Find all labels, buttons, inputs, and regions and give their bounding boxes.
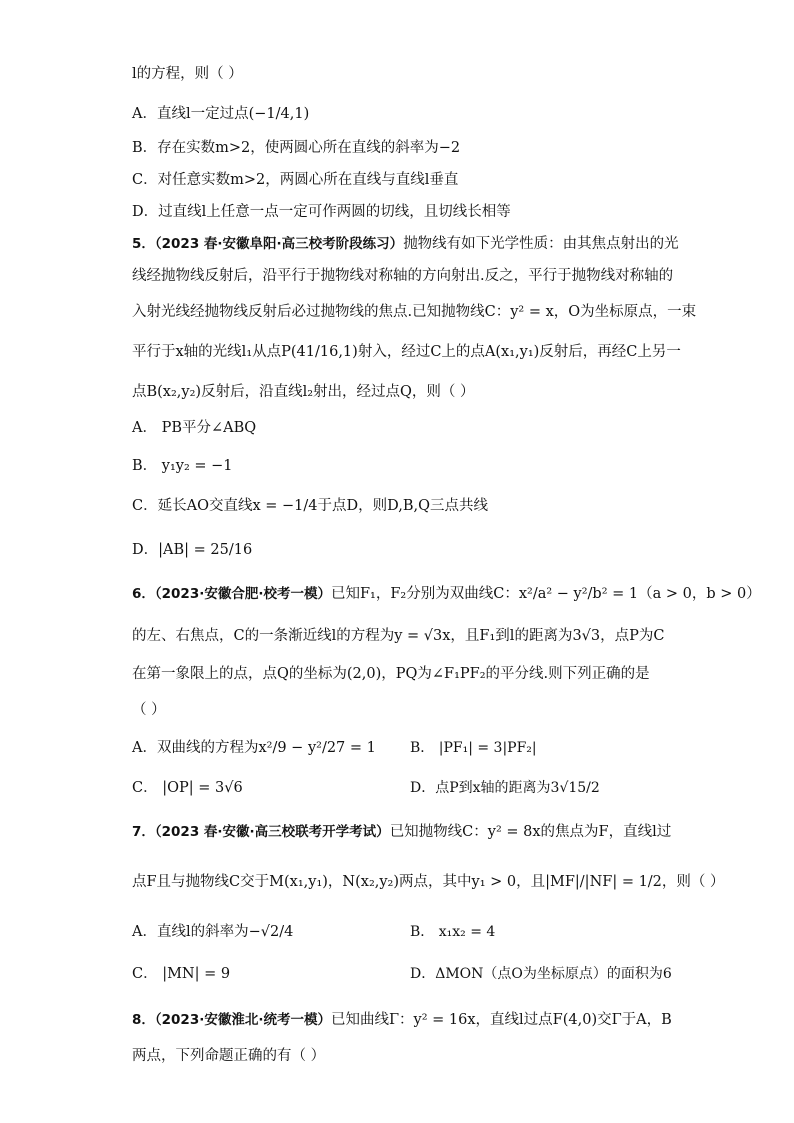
q6-option-a: A．双曲线的方程为x²/9 − y²/27 = 1 <box>132 740 376 756</box>
q5-line4: 平行于x轴的光线l₁从点P(41/16,1)射入，经过C上的点A(x₁,y₁)反射后，再经C上另一 <box>132 344 681 360</box>
q5-option-b: B． y₁y₂ = −1 <box>132 458 233 474</box>
q8-line2: 两点，下列命题正确的有（ ） <box>132 1048 326 1064</box>
q5-line2: 线经抛物线反射后，沿平行于抛物线对称轴的方向射出.反之，平行于抛物线对称轴的 <box>132 268 674 284</box>
q8-text1: 已知曲线Γ：y² = 16x，直线l过点F(4,0)交Γ于A，B <box>330 1012 672 1028</box>
q5-line5: 点B(x₂,y₂)反射后，沿直线l₂射出，经过点Q，则（ ） <box>132 384 475 400</box>
q5-option-c: C．延长AO交直线x = −1/4于点D，则D,B,Q三点共线 <box>132 498 488 514</box>
q8-source: 8．（2023·安徽淮北·统考一模） <box>132 1012 331 1028</box>
q4-option-d: D．过直线l上任意一点一定可作两圆的切线，且切线长相等 <box>132 204 511 220</box>
q5-line3: 入射光线经抛物线反射后必过抛物线的焦点.已知抛物线C：y² = x，O为坐标原点，一束 <box>132 304 697 320</box>
q6-line1 <box>132 584 761 604</box>
q8-line1 <box>132 1010 672 1030</box>
q6-line4: （ ） <box>132 702 166 718</box>
q6-option-b: B． |PF₁| = 3|PF₂| <box>410 740 537 756</box>
q5-text1: 抛物线有如下光学性质：由其焦点射出的光 <box>403 236 679 252</box>
q4-option-c: C．对任意实数m>2，两圆心所在直线与直线l垂直 <box>132 172 459 188</box>
q5-line1 <box>132 234 679 254</box>
q7-option-d: D．ΔMON（点O为坐标原点）的面积为6 <box>410 966 672 982</box>
q5-source: 5．（2023 春·安徽阜阳·高三校考阶段练习） <box>132 236 404 252</box>
q7-source: 7．（2023 春·安徽·高三校联考开学考试） <box>132 824 390 840</box>
q6-source: 6．（2023·安徽合肥·校考一模） <box>132 586 331 602</box>
q7-line1 <box>132 822 671 842</box>
q7-line2: 点F且与抛物线C交于M(x₁,y₁)，N(x₂,y₂)两点，其中y₁ > 0，且|MF|/|NF| = 1/2，则（ ） <box>132 874 725 890</box>
q6-option-d: D．点P到x轴的距离为3√15/2 <box>410 780 600 796</box>
q6-line2: 的左、右焦点，C的一条渐近线l的方程为y = √3x，且F₁到l的距离为3√3，点P为C <box>132 628 665 644</box>
q7-option-b: B． x₁x₂ = 4 <box>410 924 496 940</box>
q7-text1: 已知抛物线C：y² = 8x的焦点为F，直线l过 <box>389 824 672 840</box>
q5-option-a: A． PB平分∠ABQ <box>132 420 257 436</box>
q6-line3: 在第一象限上的点，点Q的坐标为(2,0)，PQ为∠F₁PF₂的平分线.则下列正确的是 <box>132 666 650 682</box>
q5-option-d: D．|AB| = 25/16 <box>132 542 253 558</box>
q4-option-a: A．直线l一定过点(−1/4,1) <box>132 106 310 122</box>
q6-text1: 已知F₁，F₂分别为双曲线C：x²/a² − y²/b² = 1（a > 0，b > 0） <box>330 586 761 602</box>
q7-option-a: A．直线l的斜率为−√2/4 <box>132 924 294 940</box>
q7-option-c: C． |MN| = 9 <box>132 966 231 982</box>
q6-option-c: C． |OP| = 3√6 <box>132 780 243 796</box>
q4-stem-end: l的方程，则（ ） <box>132 66 243 82</box>
q4-option-b: B．存在实数m>2，使两圆心所在直线的斜率为−2 <box>132 140 461 156</box>
